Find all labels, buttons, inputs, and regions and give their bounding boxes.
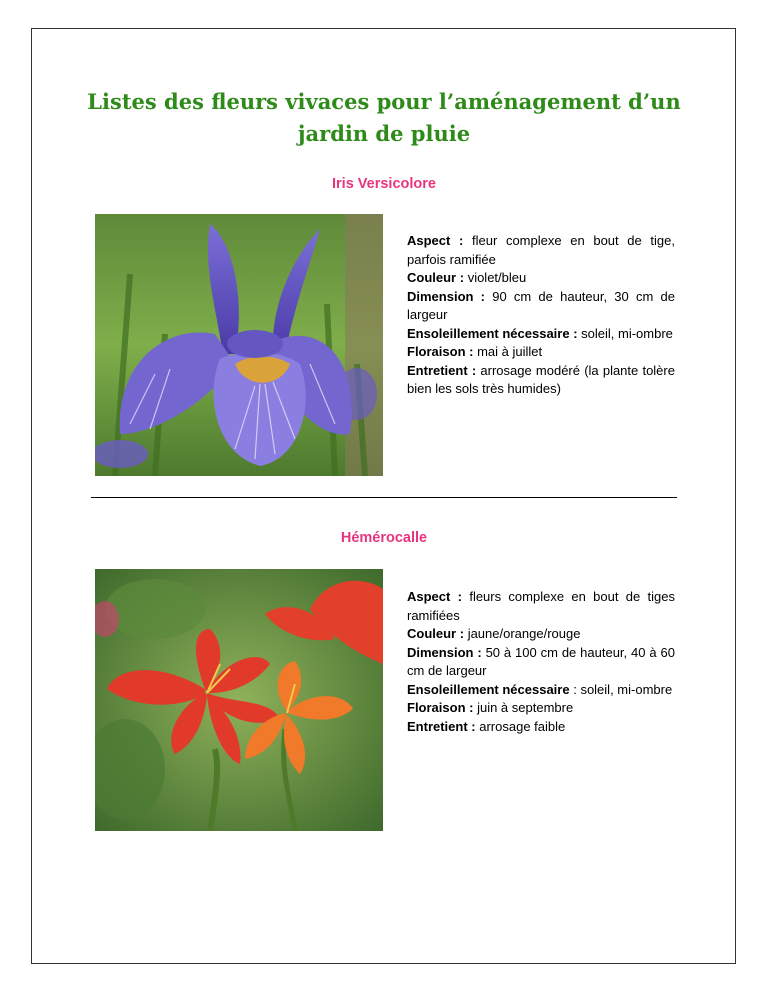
hemerocalle-photo [95, 569, 383, 831]
field-label: Dimension : [407, 288, 485, 304]
section-title-hemerocalle: Hémérocalle [340, 530, 428, 546]
field-label: Entretient : [407, 718, 476, 734]
field-value: 90 cm de hauteur, 30 cm de largeur [407, 288, 675, 322]
iris-description [407, 232, 675, 399]
iris-dimension-row [407, 288, 675, 325]
field-value: mai à juillet [477, 344, 543, 359]
hemerocalle-floraison-row [407, 699, 675, 718]
hemerocalle-dimension-row [407, 644, 675, 681]
hemerocalle-description [407, 588, 675, 736]
field-value: arrosage modéré (la plante tolère bien les sols très humides) [407, 362, 675, 396]
field-value: jaune/orange/rouge [467, 626, 581, 641]
field-label: Floraison : [407, 344, 474, 359]
hemerocalle-aspect-row [407, 588, 675, 625]
field-label: Dimension : [407, 644, 482, 660]
field-label: Aspect : [407, 233, 464, 248]
iris-photo [95, 214, 383, 476]
field-value: : soleil, mi-ombre [573, 681, 673, 697]
field-label: Entretient : [407, 362, 477, 378]
section-title-iris: Iris Versicolore [332, 176, 436, 192]
hemerocalle-couleur-row [407, 625, 675, 644]
document-title: Listes des fleurs vivaces pour l’aménagement d’un jardin de pluie [87, 89, 681, 146]
hemerocalle-entretient-row [407, 718, 675, 737]
field-label: Couleur : [407, 626, 465, 641]
iris-floraison-row [407, 343, 675, 362]
field-value: 50 à 100 cm de hauteur, 40 à 60 cm de largeur [407, 644, 675, 678]
iris-aspect-row [407, 232, 675, 269]
field-label: Ensoleillement nécessaire [407, 681, 570, 697]
section-divider [91, 497, 677, 498]
iris-couleur-row [407, 269, 675, 288]
field-value: fleur complexe en bout de tige, parfois ramifiée [407, 233, 675, 267]
field-label: Ensoleillement nécessaire : [407, 325, 578, 341]
field-value: arrosage faible [479, 718, 566, 734]
field-label: Couleur : [407, 270, 465, 285]
field-value: violet/bleu [467, 270, 527, 285]
field-label: Aspect : [407, 589, 462, 604]
iris-entretient-row [407, 362, 675, 399]
field-label: Floraison : [407, 700, 474, 715]
iris-ensoleillement-row [407, 325, 675, 344]
field-value: fleurs complexe en bout de tiges ramifiées [407, 589, 675, 623]
field-value: juin à septembre [477, 700, 574, 715]
hemerocalle-ensoleillement-row [407, 681, 675, 700]
field-value: soleil, mi-ombre [581, 325, 673, 341]
